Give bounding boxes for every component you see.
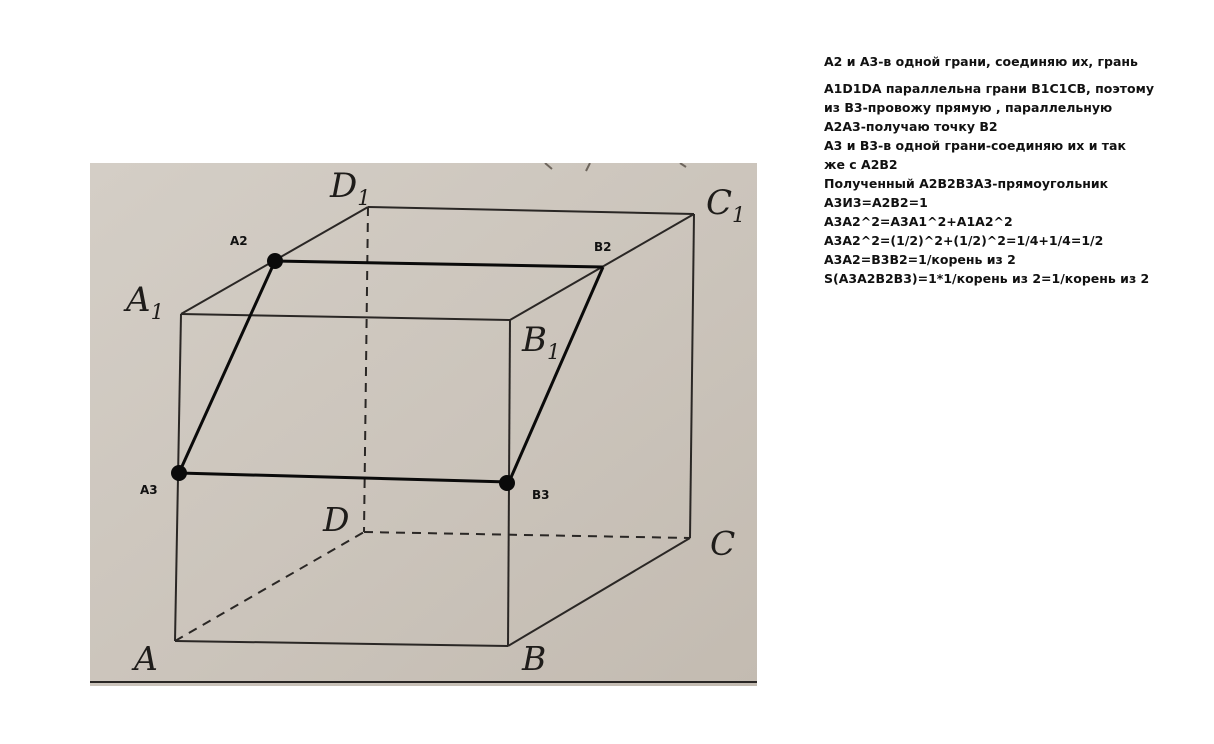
notes-first-line: A2 и A3-в одной грани, соединяю их, грань bbox=[824, 54, 1138, 69]
notes-line: A1D1DA параллельна грани B1C1CB, поэтому bbox=[824, 81, 1154, 96]
point-a3 bbox=[171, 465, 187, 481]
label-b1: $B_1$ bbox=[522, 320, 561, 364]
notes-line: из B3-провожу прямую , параллельную bbox=[824, 100, 1113, 115]
label-point-b2: B2 bbox=[594, 240, 612, 254]
notes-line: A2A3-получаю точку B2 bbox=[824, 119, 998, 134]
point-a2 bbox=[267, 253, 283, 269]
notes-line: A3A2^2=A3A1^2+A1A2^2 bbox=[824, 214, 1013, 229]
notes-line: A3A2=B3B2=1/корень из 2 bbox=[824, 252, 1016, 267]
label-d1: $D_1$ bbox=[330, 166, 371, 210]
label-c: C bbox=[710, 524, 736, 563]
cube-diagram bbox=[90, 163, 757, 686]
notes-line: же с A2B2 bbox=[824, 157, 898, 172]
label-point-a3: A3 bbox=[140, 483, 158, 497]
notes-line: A3A2^2=(1/2)^2+(1/2)^2=1/4+1/4=1/2 bbox=[824, 233, 1104, 248]
paper-background bbox=[90, 163, 757, 686]
label-a1: $A_1$ bbox=[126, 280, 164, 324]
notes-line: A3 и B3-в одной грани-соединяю их и так bbox=[824, 138, 1126, 153]
label-c1: $C_1$ bbox=[706, 183, 746, 227]
notes-line: A3И3=A2B2=1 bbox=[824, 195, 928, 210]
cube-photo bbox=[90, 163, 757, 686]
label-b: B bbox=[522, 639, 547, 678]
label-point-b3: B3 bbox=[532, 488, 550, 502]
notes-line: S(A3A2B2B3)=1*1/корень из 2=1/корень из 2 bbox=[824, 271, 1150, 286]
point-b3 bbox=[499, 475, 515, 491]
solution-notes bbox=[824, 52, 1204, 288]
label-a: A bbox=[134, 639, 158, 678]
notes-line: Полученный A2B2B3A3-прямоугольник bbox=[824, 176, 1109, 191]
label-d: D bbox=[323, 500, 350, 539]
label-point-a2: A2 bbox=[230, 234, 248, 248]
